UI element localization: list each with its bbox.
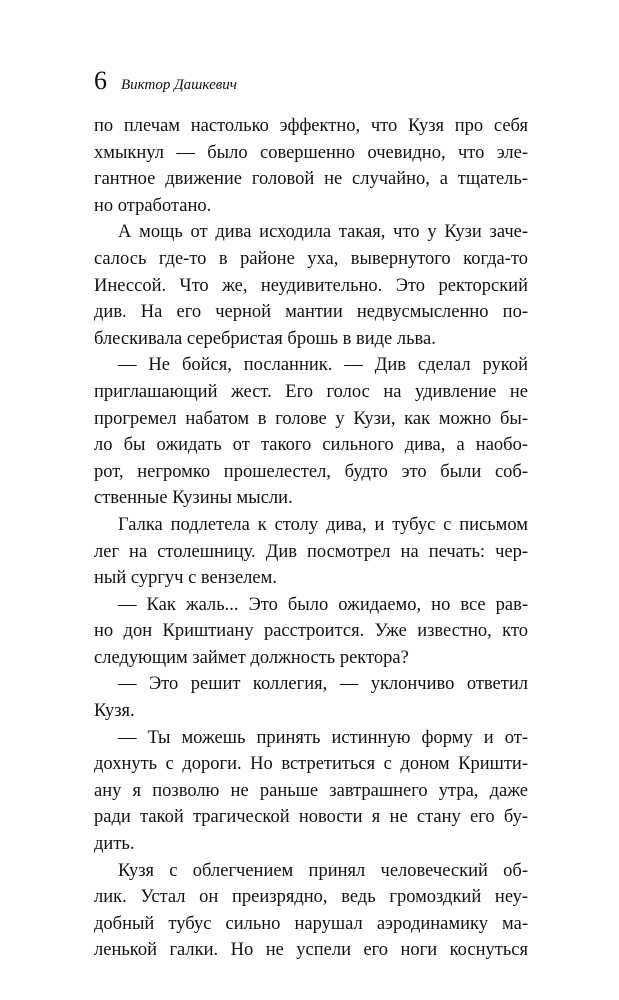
text-line: Кузя. bbox=[94, 701, 135, 722]
text-line: прогремел набатом в голове у Кузи, как можно бы- bbox=[94, 408, 528, 429]
text-line: ный сургуч с вензелем. bbox=[94, 568, 277, 589]
text-line: по плечам настолько эффектно, что Кузя про себя bbox=[94, 116, 528, 136]
text-line: приглашающий жест. Его голос на удивление не bbox=[94, 381, 528, 402]
text-line: ану я позволю не раньше завтрашнего утра, даже bbox=[94, 780, 528, 801]
text-line: но дон Криштиану расстроится. Уже известно, кто bbox=[94, 621, 528, 642]
text-line: А мощь от дива исходила такая, что у Кузи заче- bbox=[118, 222, 528, 243]
text-line: хмыкнул — было совершенно очевидно, что эле- bbox=[94, 142, 528, 163]
text-line: — Ты можешь принять истинную форму и от- bbox=[118, 727, 528, 748]
text-line: следующим займет должность ректора? bbox=[94, 647, 409, 668]
text-line: дохнуть с дороги. Но встретиться с доном Кришти- bbox=[94, 754, 528, 775]
text-line: ради такой трагической новости я не стану его бу- bbox=[94, 807, 528, 828]
text-line: рот, негромко прошелестел, будто это были соб- bbox=[94, 461, 528, 482]
text-line: но отработано. bbox=[94, 195, 212, 216]
text-line: лик. Устал он преизрядно, ведь громоздкий неу- bbox=[94, 887, 528, 908]
text-line: — Это решит коллегия, — уклончиво ответил bbox=[118, 674, 528, 695]
text-line: — Не бойся, посланник. — Див сделал рукой bbox=[118, 355, 528, 376]
text-line: гантное движение головой не случайно, а тщатель- bbox=[94, 169, 528, 190]
text-line: салось где-то в районе уха, вывернутого когда-то bbox=[94, 248, 528, 269]
text-line: Инессой. Что же, неудивительно. Это ректорский bbox=[94, 275, 528, 296]
text-line: добный тубус сильно нарушал аэродинамику ма- bbox=[94, 913, 528, 934]
text-line: дить. bbox=[94, 834, 135, 855]
text-line: Галка подлетела к столу дива, и тубус с письмом bbox=[118, 514, 528, 535]
text-line: — Как жаль... Это было ожидаемо, но все рав- bbox=[118, 594, 528, 615]
running-head bbox=[94, 68, 237, 94]
page-number: 6 bbox=[94, 66, 107, 95]
running-title: Виктор Дашкевич bbox=[121, 77, 237, 93]
text-line: ло бы ожидать от такого сильного дива, а наобо- bbox=[94, 435, 528, 456]
text-line: лег на столешницу. Див посмотрел на печать: чер- bbox=[94, 541, 528, 562]
text-line: блескивала серебристая брошь в виде льва. bbox=[94, 328, 436, 349]
text-line: ственные Кузины мысли. bbox=[94, 488, 293, 509]
text-line: див. На его черной мантии недвусмысленно по- bbox=[94, 302, 528, 323]
text-line: ленькой галки. Но не успели его ноги коснуться bbox=[94, 940, 528, 961]
body-text bbox=[94, 113, 528, 964]
text-line: Кузя с облегчением принял человеческий об- bbox=[118, 860, 528, 881]
